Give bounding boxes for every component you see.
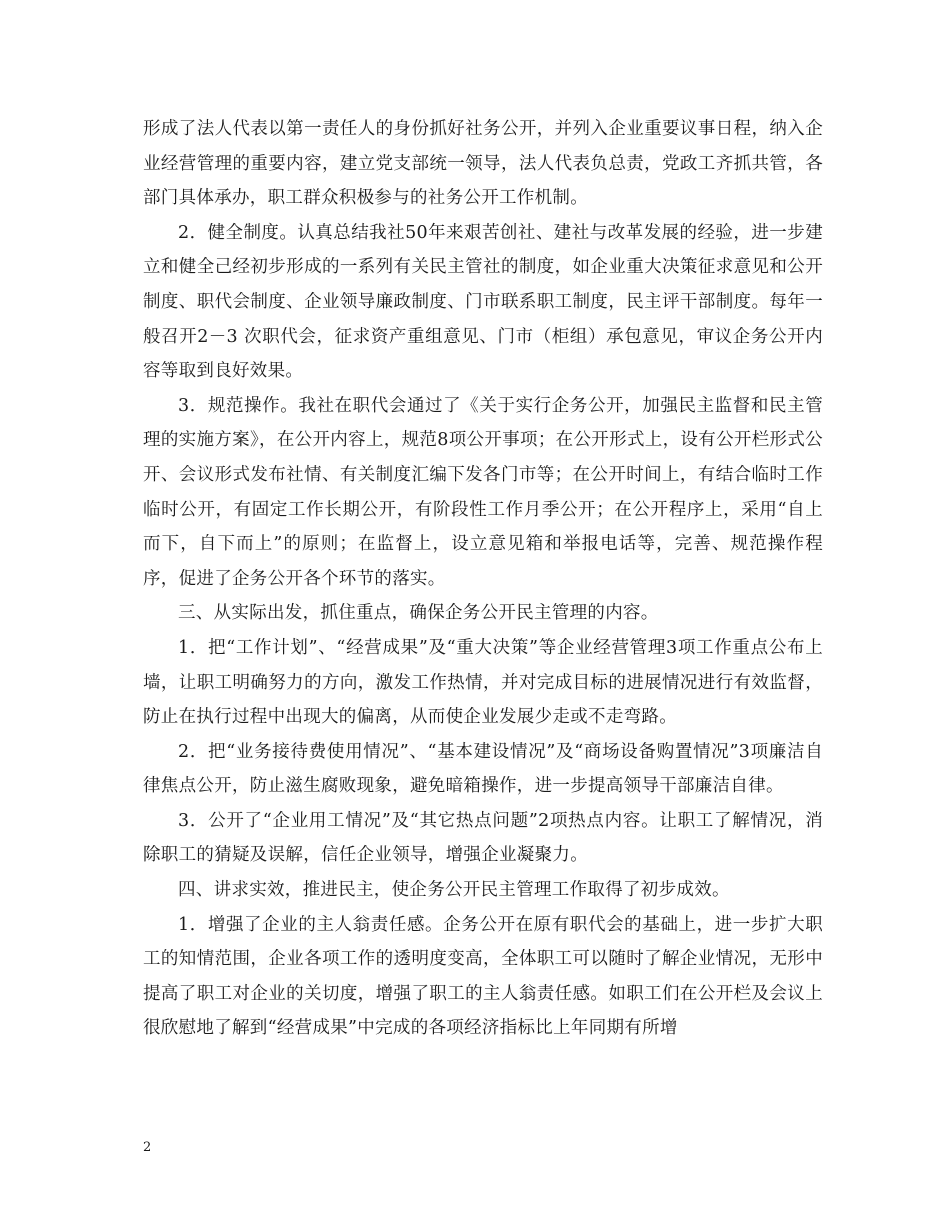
- section-heading-three: 三、从实际出发，抓住重点，确保企务公开民主管理的内容。: [178, 603, 659, 624]
- paragraph-standard-operation: 3．规范操作。我社在职代会通过了《关于实行企务公开，加强民主监督和民主管理的实施方案》，在公开内容上，规范8项公开事项；在公开形式上，设有公开栏形式公开、会议形式发布社情、有关制度汇编下发各门市等；在公开时间上，有结合临时工作临时公开，有固定工作长期公开，有阶段性工作月季公开；在公开程序上，采用“自上而下，自下而上”的原则；在监督上，设立意见箱和举报电话等，完善、规范操作程序，促进了企务公开各个环节的落实。: [143, 395, 823, 589]
- paragraph-sound-system: 2．健全制度。认真总结我社50年来艰苦创社、建社与改革发展的经验，进一步建立和健全己经初步形成的一系列有关民主管社的制度，如企业重大决策征求意见和公开制度、职代会制度、企业领导廉政制度、门市联系职工制度，民主评干部制度。每年一般召开2－3 次职代会，征求资产重组意见、门市（柜组）承包意见，审议企务公开内容等取到良好效果。: [143, 222, 823, 382]
- paragraph-responsibility: 1．增强了企业的主人翁责任感。企务公开在原有职代会的基础上，进一步扩大职工的知情范围，企业各项工作的透明度变高，全体职工可以随时了解企业情况，无形中提高了职工对企业的关切度，增强了职工的主人翁责任感。如职工们在公开栏及会议上很欣慰地了解到“经营成果”中完成的各项经济指标比上年同期有所增: [143, 914, 823, 1039]
- page-number: 2: [143, 1140, 152, 1155]
- paragraph-employment: 3．公开了“企业用工情况”及“其它热点问题”2项热点内容。让职工了解情况，消除职工的猜疑及误解，信任企业领导，增强企业凝聚力。: [143, 810, 823, 866]
- document-body: [143, 112, 823, 1046]
- paragraph-work-plan: 1．把“工作计划”、“经营成果”及“重大决策”等企业经营管理3项工作重点公布上墙，让职工明确努力的方向，激发工作热情，并对完成目标的进展情况进行有效监督，防止在执行过程中出现大的偏离，从而使企业发展少走或不走弯路。: [143, 637, 823, 728]
- paragraph-continuation: 形成了法人代表以第一责任人的身份抓好社务公开，并列入企业重要议事日程，纳入企业经营管理的重要内容，建立党支部统一领导，法人代表负总责，党政工齐抓共管，各部门具体承办，职工群众积极参与的社务公开工作机制。: [143, 119, 823, 209]
- paragraph-integrity: 2．把“业务接待费使用情况”、“基本建设情况”及“商场设备购置情况”3项廉洁自律焦点公开，防止滋生腐败现象，避免暗箱操作，进一步提高领导干部廉洁自律。: [143, 741, 823, 797]
- section-heading-four: 四、讲求实效，推进民主，使企务公开民主管理工作取得了初步成效。: [178, 880, 730, 901]
